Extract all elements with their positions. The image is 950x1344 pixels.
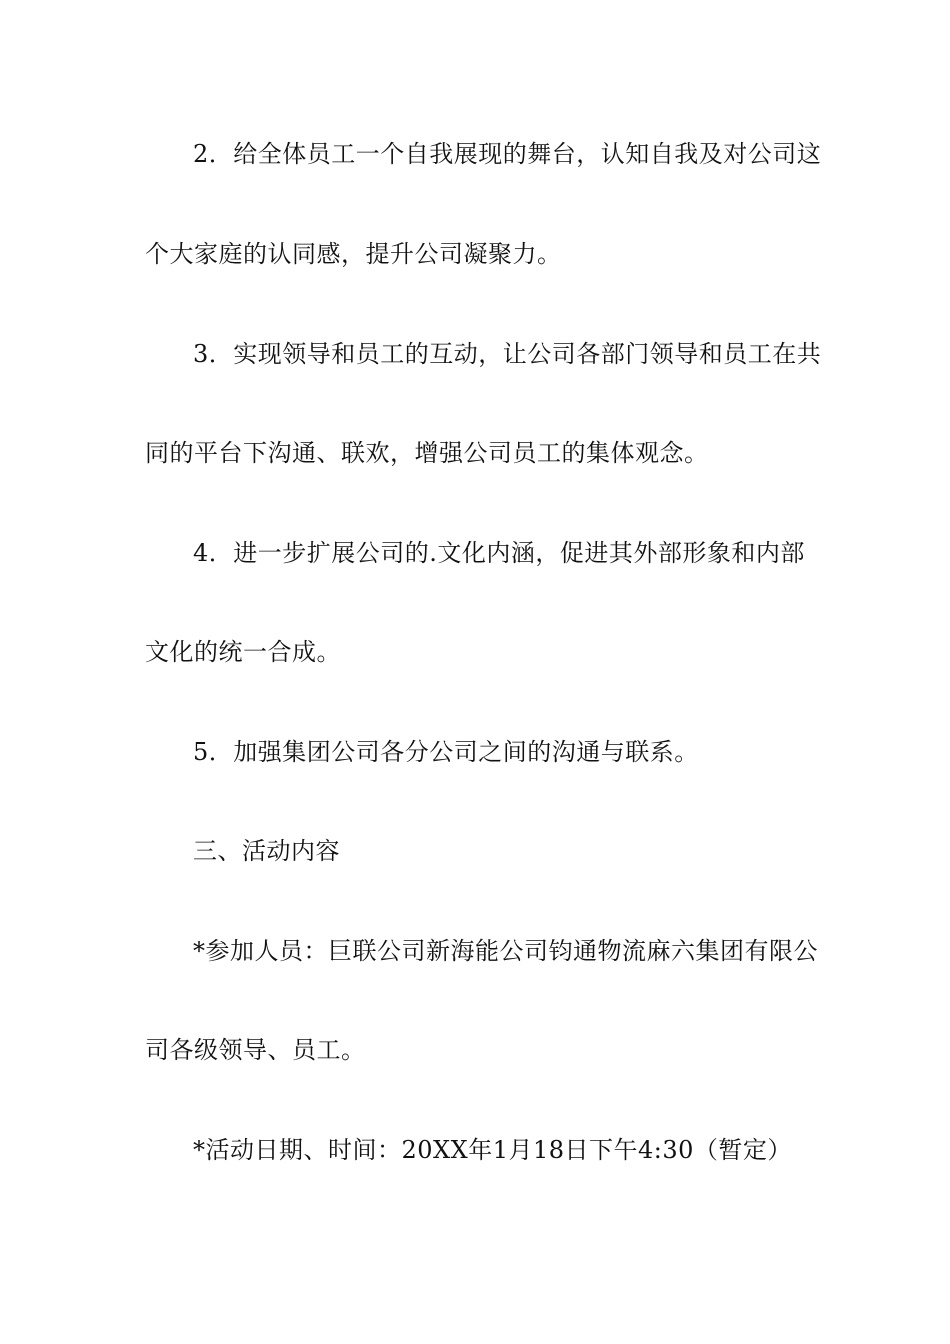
paragraph-5-line-1: 5．加强集团公司各分公司之间的沟通与联系。	[193, 738, 699, 766]
participants-line-1: *参加人员：巨联公司新海能公司钧通物流麻六集团有限公	[193, 937, 818, 965]
paragraph-3-line-1: 3．实现领导和员工的互动，让公司各部门领导和员工在共	[193, 340, 822, 368]
paragraph-4-line-1: 4．进一步扩展公司的.文化内涵，促进其外部形象和内部	[193, 539, 805, 567]
paragraph-3-line-2: 同的平台下沟通、联欢，增强公司员工的集体观念。	[145, 439, 709, 467]
paragraph-4-line-2: 文化的统一合成。	[145, 638, 341, 666]
section-heading-activity-content: 三、活动内容	[193, 837, 340, 865]
paragraph-2-line-1: 2．给全体员工一个自我展现的舞台，认知自我及对公司这	[193, 140, 822, 168]
participants-line-2: 司各级领导、员工。	[145, 1036, 366, 1064]
activity-date-time: *活动日期、时间：20XX年1月18日下午4:30（暂定）	[193, 1136, 792, 1164]
paragraph-2-line-2: 个大家庭的认同感，提升公司凝聚力。	[145, 240, 562, 268]
